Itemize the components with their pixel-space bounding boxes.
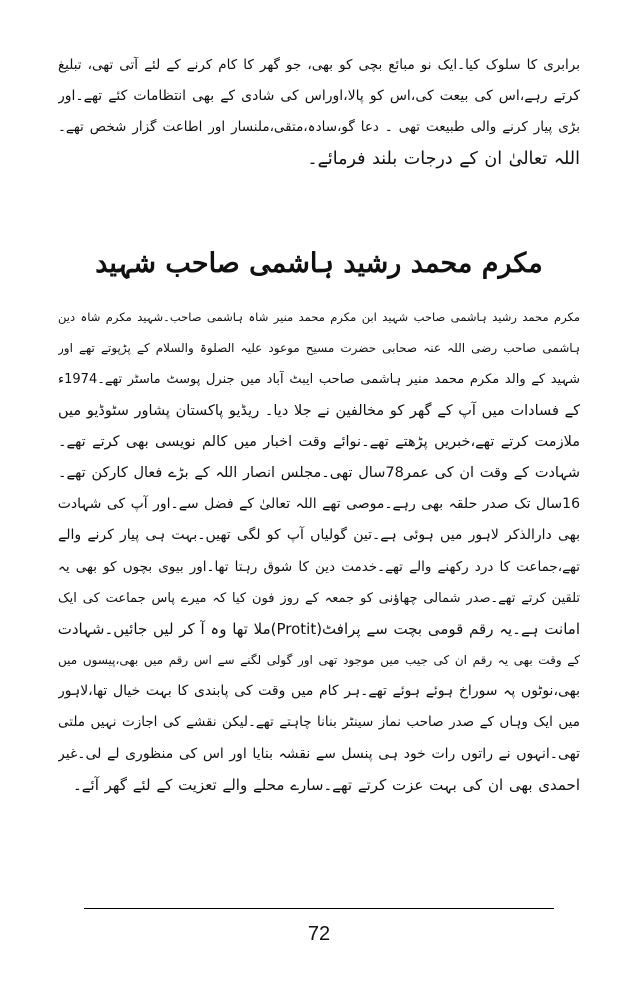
text-line: اللہ تعالیٰ ان کے درجات بلند فرمائے۔ (307, 148, 580, 169)
top-paragraph (58, 50, 580, 175)
text-line: 16سال تک صدر حلقہ بھی رہے۔موصی تھے اللہ تعالیٰ کے فضل سے۔اور آپ کی شہادت (58, 496, 580, 513)
text-line: بھی دارالذکر لاہور میں ہوئی ہے۔تین گولیاں آپ کو لگی تھیں۔بہت ہی پیار کرنے والے (58, 527, 580, 544)
text-line: تلقین کرتے تھے۔صدر شمالی چھاؤنی کو جمعہ کے روز فون کیا کہ میرے پاس جماعت کی ایک (58, 590, 580, 606)
section-heading: مکرم محمد رشید ہاشمی صاحب شہید (95, 248, 543, 279)
text-line: بڑی پیار کرنے والی طبیعت تھی ۔ دعا گو،سادہ،متقی،ملنسار اور اطاعت گزار شخص تھے۔ (58, 119, 580, 136)
text-line: شہادت کے وقت ان کی عمر78سال تھی۔مجلس انصار اللہ کے بڑے فعال کارکن تھے۔ (58, 464, 580, 481)
text-line: برابری کا سلوک کیا۔ایک نو مبائع بچی کو بھی، جو گھر کا کام کرنے کے لئے آتی تھی، تبلیغ (58, 57, 580, 73)
text-line: کرتے رہے،اس کی بیعت کی،اس کو پالا،اوراس کی شادی کے بھی انتظامات کئے تھے۔اور (58, 88, 580, 105)
text-line: ہاشمی صاحب رضی اللہ عنہ صحابی حضرت مسیح موعود علیہ الصلوۃ والسلام کے پڑپوتے تھے اور (58, 341, 580, 356)
text-line: تھے،جماعت کا درد رکھنے والے تھے۔خدمت دین کا شوق رہتا تھا۔اور بیوی بچوں کو بھی یہ (58, 558, 580, 575)
text-line: ملازمت کرتے تھے،خبریں پڑھتے تھے۔نوائے وقت اخبار میں کالم نویسی بھی کرتے تھے۔ (58, 433, 580, 450)
text-line: میں ایک وہاں کے صدر صاحب نماز سینٹر بنانا چاہتے تھے۔لیکن نقشے کی اجازت نہیں ملتی (58, 714, 580, 731)
text-line: کے فسادات میں آپ کے گھر کو مخالفین نے جلا دیا۔ ریڈیو پاکستان پشاور سٹوڈیو میں (58, 402, 580, 419)
text-line: احمدی بھی ان کی بہت عزت کرتے تھے۔سارے محلے والے تعزیت کے لئے گھر آئے۔ (72, 775, 580, 794)
footer-divider (84, 908, 554, 909)
text-line: امانت ہے۔یہ رقم قومی بچت سے پرافٹ(Protit)ملا تھا وہ آ کر لیں جائیں۔شہادت (58, 619, 580, 638)
text-line: شہید کے والد مکرم محمد منیر ہاشمی صاحب ایبٹ آباد میں جنرل پوسٹ ماسٹر تھے۔1974ء (58, 372, 580, 388)
text-line: بھی،نوٹوں پہ سوراخ ہوئے ہوئے تھے۔ہر کام میں وقت کی پابندی کا بہت خیال تھا،لاہور (58, 683, 580, 700)
page-number: 72 (307, 923, 331, 945)
text-line: مکرم محمد رشید ہاشمی صاحب شہید ابن مکرم محمد منیر شاہ ہاشمی صاحب۔شہید مکرم شاہ دین (58, 310, 580, 324)
text-line: کے وقت بھی یہ رقم ان کی جیب میں موجود تھی اور گولی لگنے سے اس رقم میں بھی،پیسوں میں (58, 653, 580, 668)
main-paragraph (58, 302, 580, 801)
text-line: تھی۔انہوں نے راتوں رات خود ہی پنسل سے نقشہ بنایا اور اس کی منظوری لے لی۔غیر (58, 745, 580, 762)
